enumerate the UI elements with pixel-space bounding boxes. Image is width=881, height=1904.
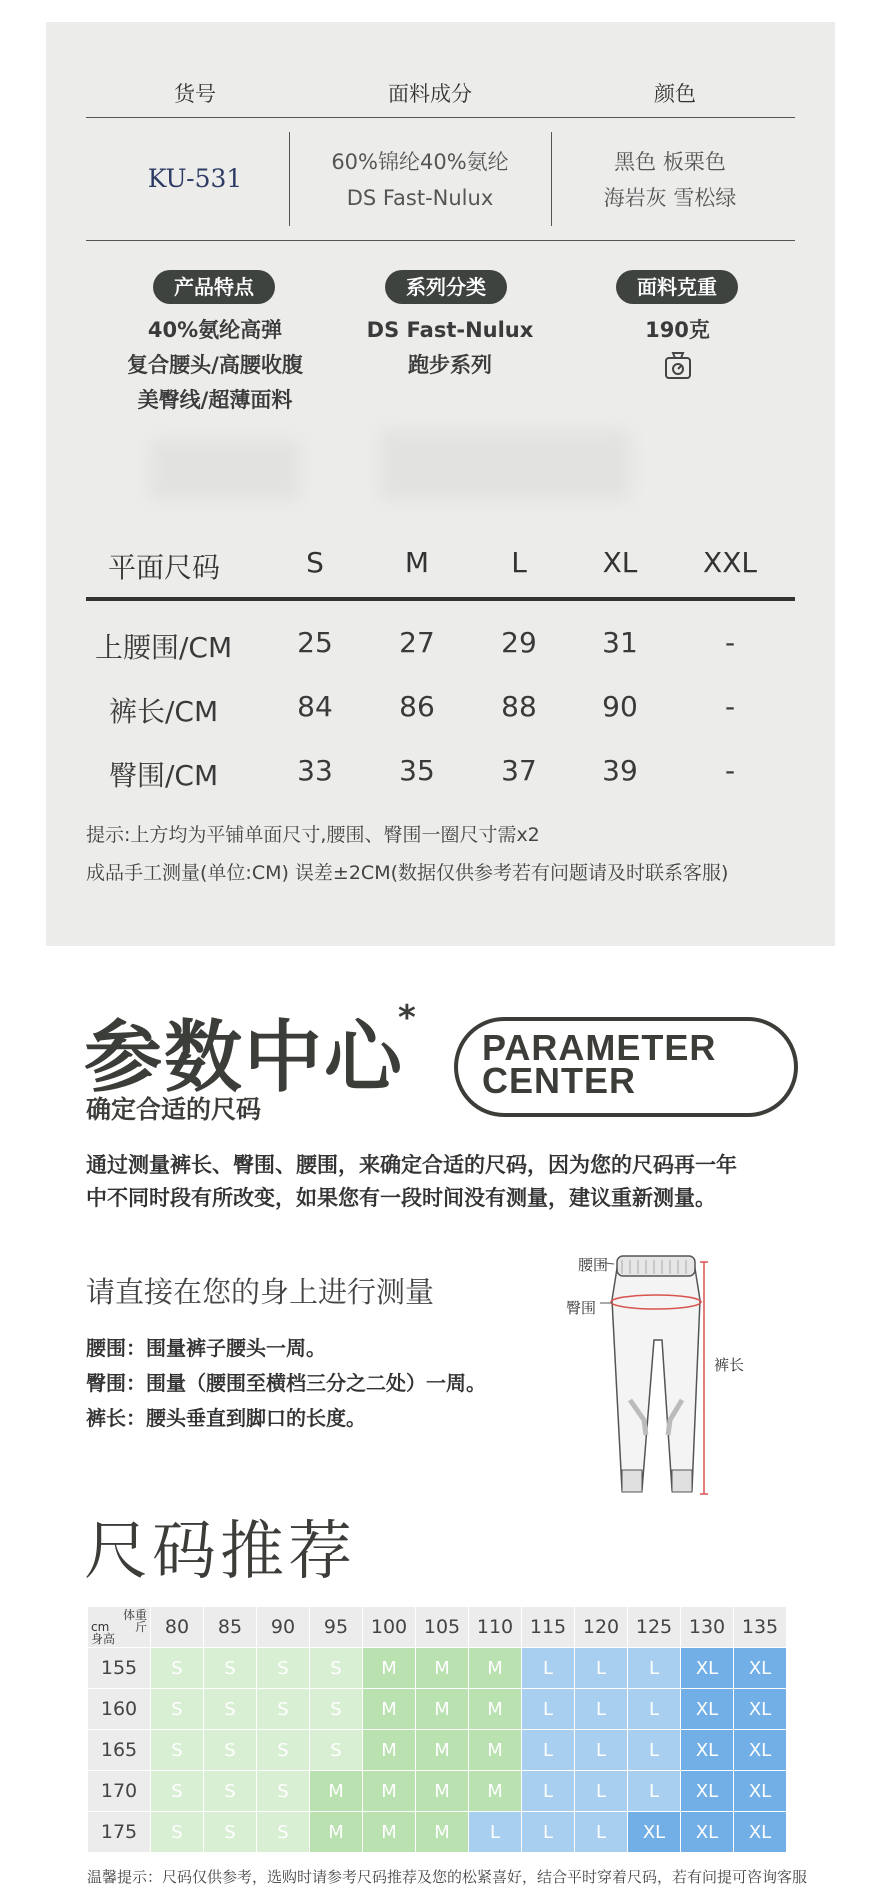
size-cell: L <box>628 1648 681 1689</box>
blurred-area <box>150 440 300 500</box>
size-header: S <box>306 546 324 579</box>
size-cell: M <box>363 1730 416 1771</box>
size-cell: M <box>363 1648 416 1689</box>
row-label: 臀围/CM <box>109 759 219 792</box>
divider <box>86 597 795 601</box>
weight-pill: 面料克重 <box>616 270 738 304</box>
weight-header: 120 <box>575 1607 628 1648</box>
divider <box>86 117 795 118</box>
tip-line: 提示:上方均为平铺单面尺寸,腰围、臀围一圈尺寸需x2 <box>86 824 540 846</box>
height-header: 155 <box>88 1648 151 1689</box>
size-cell: M <box>416 1689 469 1730</box>
size-cell: M <box>469 1771 522 1812</box>
feature-list: 40%氨纶高弹 复合腰头/高腰收腹 美臀线/超薄面料 <box>127 318 303 412</box>
size-cell: 31 <box>602 626 638 659</box>
size-cell: S <box>204 1812 257 1853</box>
size-cell: L <box>522 1812 575 1853</box>
height-header: 165 <box>88 1730 151 1771</box>
size-cell: 88 <box>501 690 537 723</box>
parameter-subtitle: 确定合适的尺码 <box>86 1095 262 1124</box>
size-cell: L <box>575 1648 628 1689</box>
size-cell: L <box>522 1771 575 1812</box>
size-cell: 35 <box>399 754 435 787</box>
size-header: XL <box>602 546 638 579</box>
row-label: 裤长/CM <box>109 695 219 728</box>
size-cell: 39 <box>602 754 638 787</box>
size-cell: 25 <box>297 626 333 659</box>
size-cell: L <box>628 1689 681 1730</box>
size-cell: XL <box>734 1771 787 1812</box>
weight-header: 80 <box>151 1607 204 1648</box>
size-cell: S <box>204 1730 257 1771</box>
weight-header: 85 <box>204 1607 257 1648</box>
weight-header: 115 <box>522 1607 575 1648</box>
size-cell: - <box>724 690 736 723</box>
size-cell: S <box>310 1689 363 1730</box>
height-header: 170 <box>88 1771 151 1812</box>
size-cell: M <box>469 1648 522 1689</box>
weight-header: 105 <box>416 1607 469 1648</box>
size-cell: M <box>416 1730 469 1771</box>
size-cell: S <box>151 1648 204 1689</box>
weight-value: 190克 <box>645 318 710 342</box>
size-cell: 27 <box>399 626 435 659</box>
size-cell: M <box>310 1812 363 1853</box>
size-cell: 33 <box>297 754 333 787</box>
size-cell: L <box>575 1771 628 1812</box>
parameter-title: 参数中心 <box>84 1013 405 1103</box>
scale-icon <box>662 349 694 381</box>
table-row <box>88 1689 787 1730</box>
size-cell: 84 <box>297 690 333 723</box>
color-value: 黑色 板栗色 海岩灰 雪松绿 <box>603 150 737 210</box>
size-cell: S <box>204 1648 257 1689</box>
size-cell: XL <box>681 1648 734 1689</box>
size-cell: XL <box>681 1689 734 1730</box>
size-cell: M <box>363 1689 416 1730</box>
size-cell: XL <box>681 1730 734 1771</box>
blurred-area <box>380 430 630 500</box>
size-cell: - <box>724 754 736 787</box>
size-cell: S <box>257 1771 310 1812</box>
size-cell: L <box>522 1648 575 1689</box>
badge-line: PARAMETER <box>482 1027 717 1068</box>
size-cell: L <box>575 1730 628 1771</box>
size-cell: S <box>257 1648 310 1689</box>
size-cell: XL <box>681 1771 734 1812</box>
size-table-corner: 平面尺码 <box>108 551 221 584</box>
weight-header: 130 <box>681 1607 734 1648</box>
size-cell: M <box>416 1648 469 1689</box>
leggings-diagram <box>600 1250 720 1500</box>
size-cell: - <box>724 626 736 659</box>
measure-title: 请直接在您的身上进行测量 <box>86 1275 435 1309</box>
series-list: DS Fast-Nulux 跑步系列 <box>366 318 534 377</box>
series-pill: 系列分类 <box>385 270 507 304</box>
size-header: M <box>404 546 430 579</box>
size-cell: XL <box>681 1812 734 1853</box>
size-cell: S <box>204 1771 257 1812</box>
hip-label: 臀围 <box>566 1299 597 1317</box>
size-cell: M <box>310 1771 363 1812</box>
size-cell: L <box>522 1730 575 1771</box>
footnote: 温馨提示：尺码仅供参考，选购时请参考尺码推荐及您的松紧喜好，结合平时穿着尺码，若有问提可咨询客服 <box>87 1868 808 1886</box>
size-cell: S <box>257 1689 310 1730</box>
asterisk: * <box>398 998 416 1038</box>
table-row <box>88 1648 787 1689</box>
recommend-title: 尺码推荐 <box>84 1515 356 1589</box>
weight-header: 100 <box>363 1607 416 1648</box>
size-cell: 90 <box>602 690 638 723</box>
table-row <box>88 1812 787 1853</box>
measure-list: 腰围：围量裤子腰头一周。 臀围：围量（腰围至横档三分之二处）一周。 裤长：腰头垂直到脚口的长度。 <box>86 1336 486 1430</box>
weight-header: 125 <box>628 1607 681 1648</box>
weight-header: 110 <box>469 1607 522 1648</box>
size-cell: L <box>575 1689 628 1730</box>
size-cell: L <box>628 1771 681 1812</box>
length-label: 裤长 <box>714 1356 745 1374</box>
header-item-no: 货号 <box>174 82 216 106</box>
size-cell: XL <box>734 1730 787 1771</box>
size-header: XXL <box>703 546 757 579</box>
intro-text: 通过测量裤长、臀围、腰围，来确定合适的尺码，因为您的尺码再一年 中不同时段有所改变，如果您有一段时间没有测量，建议重新测量。 <box>86 1153 737 1210</box>
divider <box>551 132 552 226</box>
size-cell: S <box>257 1812 310 1853</box>
feature-pill: 产品特点 <box>153 270 275 304</box>
size-cell: L <box>469 1812 522 1853</box>
weight-header: 95 <box>310 1607 363 1648</box>
height-header: 175 <box>88 1812 151 1853</box>
weight-header: 135 <box>734 1607 787 1648</box>
size-cell: 29 <box>501 626 537 659</box>
row-label: 上腰围/CM <box>95 631 233 664</box>
size-cell: L <box>628 1730 681 1771</box>
size-recommend-table <box>87 1606 787 1853</box>
size-cell: M <box>363 1812 416 1853</box>
size-header: L <box>511 546 527 579</box>
size-cell: S <box>204 1689 257 1730</box>
size-cell: S <box>310 1648 363 1689</box>
size-cell: L <box>575 1812 628 1853</box>
size-cell: M <box>416 1812 469 1853</box>
size-cell: L <box>522 1689 575 1730</box>
size-cell: XL <box>734 1648 787 1689</box>
height-header: 160 <box>88 1689 151 1730</box>
header-color: 颜色 <box>654 82 696 106</box>
badge-line: CENTER <box>482 1060 637 1101</box>
size-cell: M <box>469 1689 522 1730</box>
table-row <box>88 1771 787 1812</box>
header-fabric: 面料成分 <box>388 82 472 106</box>
size-cell: XL <box>734 1689 787 1730</box>
weight-header: 90 <box>257 1607 310 1648</box>
size-cell: M <box>363 1771 416 1812</box>
size-cell: S <box>257 1730 310 1771</box>
size-cell: 86 <box>399 690 435 723</box>
size-cell: S <box>151 1730 204 1771</box>
size-cell: S <box>151 1812 204 1853</box>
size-cell: 37 <box>501 754 537 787</box>
size-cell: S <box>151 1689 204 1730</box>
size-cell: S <box>310 1730 363 1771</box>
fabric-value: 60%锦纶40%氨纶 DS Fast-Nulux <box>331 150 509 210</box>
table-corner: 体重 斤 cm 身高 <box>88 1607 151 1648</box>
divider <box>86 240 795 241</box>
table-row <box>88 1730 787 1771</box>
size-cell: M <box>416 1771 469 1812</box>
size-cell: M <box>469 1730 522 1771</box>
item-code: KU-531 <box>147 164 243 193</box>
size-cell: XL <box>734 1812 787 1853</box>
divider <box>289 132 290 226</box>
waist-label: 腰围 <box>578 1256 609 1274</box>
size-cell: XL <box>628 1812 681 1853</box>
size-cell: S <box>151 1771 204 1812</box>
tip-line: 成品手工测量(单位:CM) 误差±2CM(数据仅供参考若有问题请及时联系客服) <box>86 862 729 884</box>
